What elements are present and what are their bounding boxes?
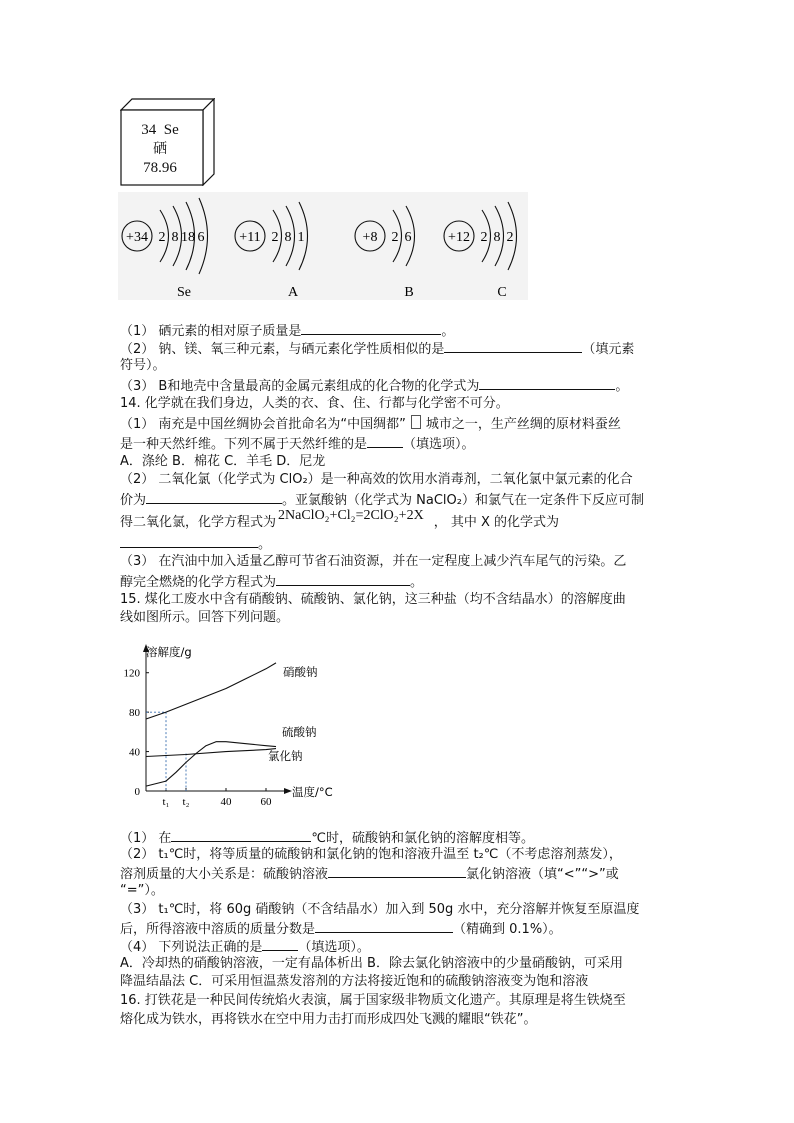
atom-label: A <box>287 285 299 300</box>
chemical-equation: 2NaClO₂+Cl₂=2ClO₂+2X <box>278 508 424 523</box>
electron-count: 2 <box>506 230 514 245</box>
atom-label: Se <box>177 285 191 300</box>
q14-part2-cont: 价为 。亚氯酸钠（化学式为 NaClO₂）和氯气在一定条件下反应可制 <box>120 490 644 510</box>
blank <box>120 534 258 548</box>
q15-part2-cont: 溶剂质量的大小关系是：硫酸钠溶液 氯化钠溶液（填“<”“>”或 <box>120 864 619 884</box>
electron-count: 2 <box>271 230 279 245</box>
nucleus-charge: +11 <box>239 230 261 245</box>
q14-part1: （1） 南充是中国丝绸协会首批命名为“中国绸都” 城市之一，生产丝绸的原材料蚕丝 <box>120 417 621 432</box>
electron-count: 8 <box>284 230 292 245</box>
x-tick-label: 40 <box>220 796 232 808</box>
solubility-chart <box>118 640 348 810</box>
element-card <box>121 121 199 178</box>
x-tick-label: t₁ <box>162 796 170 808</box>
electron-count: 8 <box>171 230 179 245</box>
y-tick-label: 0 <box>134 786 140 798</box>
electron-count: 6 <box>197 230 205 245</box>
atom-se <box>122 198 208 300</box>
electron-count: 2 <box>158 230 166 245</box>
q15-options: A．冷却热的硝酸钠溶液，一定有晶体析出 B．除去氯化钠溶液中的少量硝酸钠，可采用 <box>120 956 623 971</box>
q13-part2-cont: 符号）。 <box>120 358 166 373</box>
atomic-structure-diagrams <box>118 192 528 300</box>
series-label: 硫酸钠 <box>282 725 317 739</box>
q15-options-cont: 降温结晶法 C．可采用恒温蒸发溶剂的方法将接近饱和的硫酸钠溶液变为饱和溶液 <box>120 974 589 989</box>
q15-part3: （3） t₁℃时，将 60g 硝酸钠（不含结晶水）加入到 50g 水中，充分溶解并恢复至原温度 <box>120 902 640 917</box>
series-line-0 <box>146 663 276 719</box>
nucleus-charge: +12 <box>448 230 470 245</box>
q13-part1: （1） 硒元素的相对原子质量是 。 <box>120 321 454 341</box>
q14-options: A．涤纶 B．棉花 C．羊毛 D．尼龙 <box>120 454 326 469</box>
x-tick-label: 60 <box>260 796 272 808</box>
electron-count: 18 <box>181 230 195 245</box>
blank <box>262 937 298 951</box>
electron-count: 6 <box>404 230 412 245</box>
q14-part3: （3） 在汽油中加入适量乙醇可节省石油资源，并在一定程度上减少汽车尾气的污染。乙 <box>120 554 627 569</box>
series-label: 氯化钠 <box>268 749 303 763</box>
blank <box>367 434 403 448</box>
atom-b <box>355 206 415 300</box>
q14-part2: （2） 二氧化氯（化学式为 ClO₂）是一种高效的饮用水消毒剂，二氧化氯中氯元素的化合 <box>120 472 633 487</box>
q16-text-cont: 熔化成为铁水，再将铁水在空中用力击打而形成四处飞溅的耀眼“铁花”。 <box>120 1012 537 1027</box>
blank <box>479 376 615 390</box>
q14-part1-cont: 是一种天然纤维。下列不属于天然纤维的是 （填选项）。 <box>120 434 475 454</box>
blank <box>444 339 582 353</box>
electron-count: 2 <box>480 230 488 245</box>
q14-title: 14. 化学就在我们身边，人类的衣、食、住、行都与化学密不可分。 <box>120 396 509 411</box>
x-axis-label: 温度/°C <box>292 785 333 799</box>
x-tick-label: t₂ <box>182 796 190 808</box>
q15-part3-cont: 后，所得溶液中溶质的质量分数是 （精确到 0.1%）。 <box>120 919 562 939</box>
series-label: 硝酸钠 <box>283 665 318 679</box>
blank <box>315 919 453 933</box>
series-line-1 <box>146 742 276 786</box>
q15-title-cont: 线如图所示。回答下列问题。 <box>120 610 290 625</box>
atomic-mass: 78.96 <box>143 160 177 176</box>
electron-count: 1 <box>297 230 305 245</box>
q16-text: 16. 打铁花是一种民间传统焰火表演，属于国家级非物质文化遗产。其原理是将生铁烧至 <box>120 993 626 1008</box>
y-tick-label: 120 <box>123 667 140 680</box>
q15-part2-end: “=”）。 <box>120 883 164 898</box>
q13-part2: （2） 钠、镁、氧三种元素，与硒元素化学性质相似的是 （填元素 <box>120 339 634 359</box>
blank <box>146 490 282 504</box>
blank <box>171 828 311 842</box>
q15-part1: （1） 在 ℃时，硫酸钠和氯化钠的溶解度相等。 <box>120 828 534 848</box>
q15-part2: （2） t₁℃时，将等质量的硫酸钠和氯化钠的饱和溶液升温至 t₂℃（不考虑溶剂蒸发）， <box>120 847 622 862</box>
electron-count: 8 <box>493 230 501 245</box>
placeholder-box <box>411 415 421 429</box>
atomic-number: 34 <box>141 122 157 138</box>
element-symbol: Se <box>163 122 179 138</box>
blank <box>276 572 410 586</box>
atom-a <box>235 202 308 300</box>
blank <box>328 864 466 878</box>
nucleus-charge: +34 <box>126 230 148 245</box>
q14-part3-cont: 醇完全燃烧的化学方程式为 。 <box>120 572 423 592</box>
atom-c <box>444 202 517 300</box>
atom-label: B <box>404 285 414 300</box>
atom-svg <box>118 192 528 300</box>
y-tick-label: 40 <box>129 746 140 759</box>
atom-label: C <box>497 285 507 300</box>
electron-count: 2 <box>391 230 399 245</box>
element-name: 硒 <box>153 141 167 157</box>
x-axis-arrow <box>284 788 292 794</box>
q13-part3: （3） B和地壳中含量最高的金属元素组成的化合物的化学式为 。 <box>120 376 628 396</box>
q14-part2-equation-line: 得二氧化氯，化学方程式为 2NaClO₂+Cl₂=2ClO₂+2X ， 其中 X 的化学式为 <box>120 508 559 530</box>
y-axis-label: 溶解度/g <box>146 645 192 659</box>
series-line-2 <box>146 749 276 757</box>
blank <box>301 321 441 335</box>
q14-part2-answer: 。 <box>120 534 271 554</box>
nucleus-charge: +8 <box>362 230 378 245</box>
q15-part4: （4） 下列说法正确的是 （填选项）。 <box>120 937 370 957</box>
y-tick-label: 80 <box>129 707 140 720</box>
q15-title: 15. 煤化工废水中含有硝酸钠、硫酸钠、氯化钠，这三种盐（均不含结晶水）的溶解度曲 <box>120 592 626 607</box>
